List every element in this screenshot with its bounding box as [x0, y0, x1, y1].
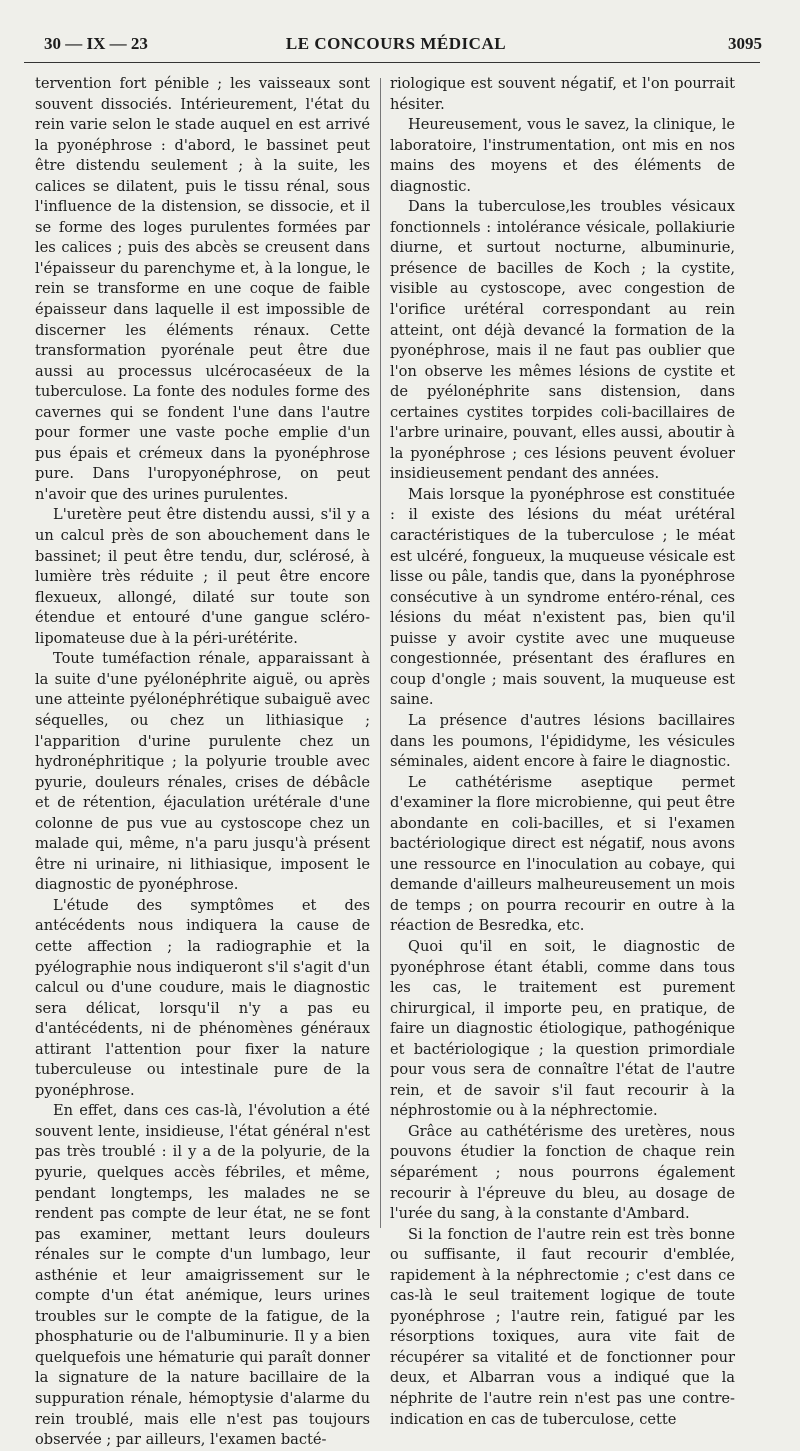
paragraph: Si la fonction de l'autre rein est très bonne ou suffisante, il faut recourir d'emblée, rapidement à la néphrectomie ; c'est dans ce cas-là le seul traitement logique de toute pyonéphrose ; l'autre rein, fatigué par les résorptions toxiques, aura vite fait de récupérer sa vitalité et de fonctionner pour deux, et Albarran vous a indiqué que la néphrite de l'autre rein n'est pas une contre-indication en cas de tuberculose, cette: [390, 1225, 735, 1428]
paragraph: Mais lorsque la pyonéphrose est constituée : il existe des lésions du méat urétéral caractéristiques de la tuberculose ; le méat est ulcéré, fongueux, la muqueuse vésicale est lisse ou pâle, tandis que, dans la pyonéphrose consécutive à un syndrome entéro-rénal, ces lésions du méat n'existent pas, bien qu'il puisse y avoir cystite avec une muqueuse congestionnée, présentant des éraflures en coup d'ongle ; mais souvent, la muqueuse est saine.: [390, 485, 735, 709]
paragraph: riologique est souvent négatif, et l'on pourrait hésiter.: [390, 75, 735, 113]
page-header: [30, 30, 762, 60]
journal-title: LE CONCOURS MÉDICAL: [285, 34, 507, 53]
paragraph: Quoi qu'il en soit, le diagnostic de pyonéphrose étant établi, comme dans tous les cas, le traitement est purement chirurgical, il importe peu, en pratique, de faire un diagnostic étiologique, pathogénique et bactériologique ; la question primordiale pour vous sera de connaître l'état de l'autre rein, et de savoir s'il faut recourir à la néphrostomie ou à la néphrectomie.: [390, 937, 735, 1120]
issue-date: 30 — IX — 23: [44, 34, 148, 53]
paragraph: L'uretère peut être distendu aussi, s'il y a un calcul près de son abouchement dans le bassinet; il peut être tendu, dur, sclérosé, à lumière très réduite ; il peut être encore flexueux, allongé, dilaté sur toute son étendue et entouré d'une gangue scléro-lipomateuse due à la péri-urétérite.: [35, 506, 370, 647]
paragraph: Dans la tuberculose,les troubles vésicaux fonctionnels : intolérance vésicale, pollakiurie diurne, et surtout nocturne, albuminurie, présence de bacilles de Koch ; la cystite, visible au cystoscope, avec congestion de l'orifice urétéral correspondant au rein atteint, ont déjà devancé la formation de la pyonéphrose, mais il ne faut pas oublier que l'on observe les mêmes lésions de cystite et de pyélonéphrite sans distension, dans certaines cystites torpides coli-bacillaires de l'arbre urinaire, pouvant, elles aussi, aboutir à la pyonéphrose ; ces lésions peuvent évoluer insidieusement pendant des années.: [390, 198, 735, 483]
paragraph: Heureusement, vous le savez, la clinique, le laboratoire, l'instrumentation, ont mis en nos mains des moyens et des éléments de diagnostic.: [390, 116, 735, 195]
paragraph: Grâce au cathétérisme des uretères, nous pouvons étudier la fonction de chaque rein séparément ; nous pourrons également recourir à l'épreuve du bleu, au dosage de l'urée du sang, à la constante d'Ambard.: [390, 1122, 735, 1223]
left-column: [35, 74, 370, 1451]
paragraph: En effet, dans ces cas-là, l'évolution a été souvent lente, insidieuse, l'état général n'est pas très troublé : il y a de la polyurie, de la pyurie, quelques accès fébriles, et même, pendant longtemps, les malades ne se rendent pas compte de leur état, ne se font pas examiner, mettant leurs douleurs rénales sur le compte d'un lumbago, leur asthénie et leur amaigrissement sur le compte d'un état anémique, leurs urines troubles sur le compte de la fatigue, de la phosphaturie ou de l'albuminurie. Il y a bien quelquefois une hématurie qui paraît donner la signature de la nature bacillaire de la suppuration rénale, hémoptysie d'alarme du rein troublé, mais elle n'est pas toujours observée ; par ailleurs, l'examen bacté-: [35, 1102, 370, 1449]
paragraph: L'étude des symptômes et des antécédents nous indiquera la cause de cette affection ; la radiographie et la pyélographie nous indiqueront s'il s'agit d'un calcul ou d'une coudure, mais le diagnostic sera délicat, lorsqu'il n'y a pas eu d'antécédents, ni de phénomènes généraux attirant l'attention pour fixer la nature tuberculeuse ou intestinale pure de la pyonéphrose.: [35, 896, 370, 1099]
paragraph: Toute tuméfaction rénale, apparaissant à la suite d'une pyélonéphrite aiguë, ou après une atteinte pyélonéphrétique subaiguë avec séquelles, ou chez un lithiasique ; l'apparition d'urine purulente chez un hydronéphritique ; la polyurie trouble avec pyurie, douleurs rénales, crises de débâcle et de rétention, éjaculation urétérale d'une colonne de pus vue au cystoscope chez un malade qui, même, n'a paru jusqu'à présent être ni urinaire, ni lithiasique, imposent le diagnostic de pyonéphrose.: [35, 650, 370, 894]
paragraph: La présence d'autres lésions bacillaires dans les poumons, l'épididyme, les vésicules séminales, aident encore à faire le diagnostic.: [390, 711, 735, 771]
page-number: 3095: [728, 34, 762, 53]
column-divider: [380, 78, 381, 1228]
paragraph: Le cathétérisme aseptique permet d'examiner la flore microbienne, qui peut être abondante en coli-bacilles, et si l'examen bactériologique direct est négatif, nous avons une ressource en l'inoculation au cobaye, qui demande d'ailleurs malheureusement un mois de temps ; on pourra recourir en outre à la réaction de Besredka, etc.: [390, 773, 735, 935]
header-rule: [24, 62, 760, 63]
right-column: [390, 74, 735, 1430]
paragraph: tervention fort pénible ; les vaisseaux sont souvent dissociés. Intérieurement, l'état du rein varie selon le stade auquel en est arrivé la pyonéphrose : d'abord, le bassinet peut être distendu seulement ; à la suite, les calices se dilatent, puis le tissu rénal, sous l'influence de la distension, se dissocie, et il se forme des loges purulentes formées par les calices ; puis des abcès se creusent dans l'épaisseur du parenchyme et, à la longue, le rein se transforme en une coque de faible épaisseur dans laquelle il est impossible de discerner les éléments rénaux. Cette transformation pyorénale peut être due aussi au processus ulcérocaséeux de la tuberculose. La fonte des nodules forme des cavernes qui se fondent l'une dans l'autre pour former une vaste poche emplie d'un pus épais et crémeux dans la pyonéphrose pure. Dans l'uropyonéphrose, on peut n'avoir que des urines purulentes.: [35, 75, 370, 503]
